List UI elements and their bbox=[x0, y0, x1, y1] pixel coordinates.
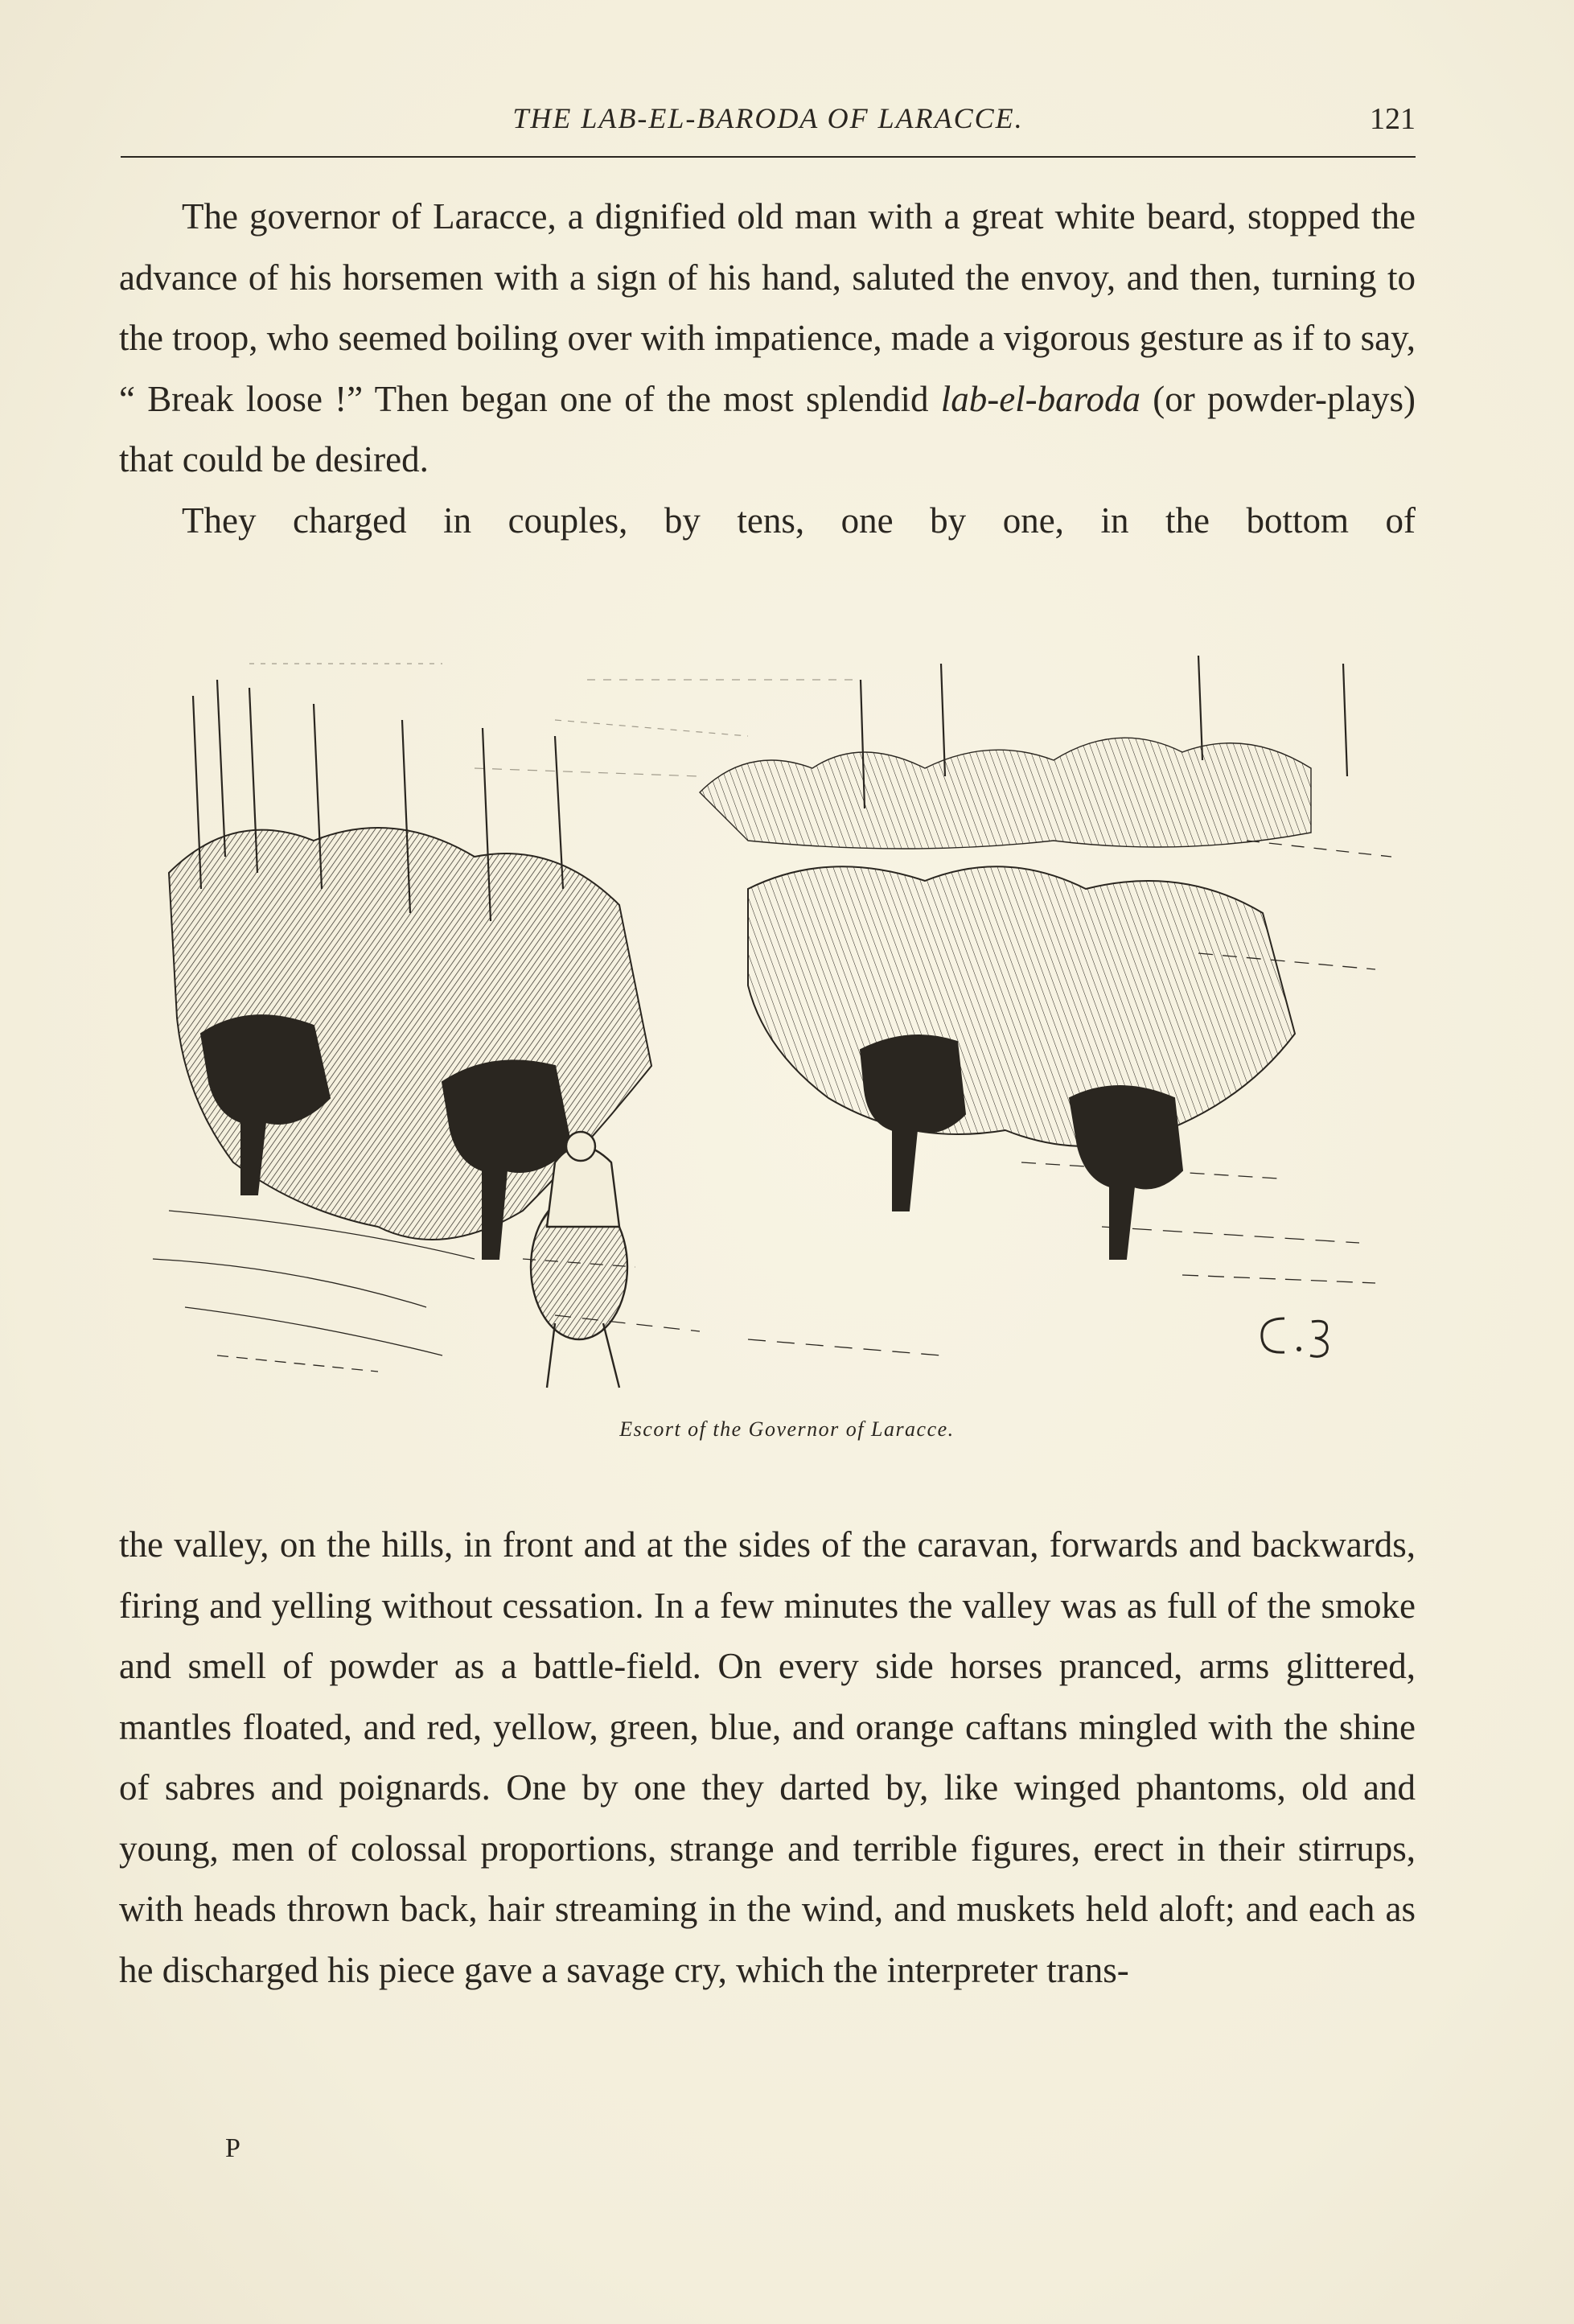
page-number: 121 bbox=[1370, 102, 1416, 136]
artist-signature bbox=[1252, 1307, 1341, 1364]
header-rule bbox=[121, 156, 1416, 158]
paragraph-2-start: They charged in couples, by tens, one by one, in the bottom of bbox=[182, 500, 1416, 541]
italic-term: lab-el-baroda bbox=[940, 378, 1141, 419]
paragraph-1 bbox=[119, 187, 1416, 491]
paragraph-2-continued: the valley, on the hills, in front and at the sides of the caravan, forwards and backwards, firing and yelling without cessation. In a few minutes the valley was as full of the smoke and smell of powder as a battle-field. On every side horses pranced, arms glittered, mantles floated, and red, yellow, green, blue, and orange caftans mingled with the shine of sabres and poignards. One by one they darted by, like winged phantoms, old and young, men of colossal proportions, strange and terrible figures, erect in their stirrups, with heads thrown back, hair streaming in the wind, and muskets held aloft; and each as he discharged his piece gave a savage cry, which the interpreter trans- bbox=[119, 1524, 1416, 1990]
paragraph-1-segment: The governor of Laracce, a dignified old man with a great white beard, stopped the advance of his horsemen with a sign of his hand, saluted the envoy, and then, turning to the troop, who seemed boiling over with impatience, made a vigorous gesture as if to say, “ Break loose !” Then began one of the most splendid bbox=[119, 196, 1416, 419]
figure-caption: Escort of the Governor of Laracce. bbox=[619, 1417, 955, 1441]
illustration-escort bbox=[137, 648, 1391, 1404]
artist-signature-glyph bbox=[1252, 1307, 1341, 1364]
text-block-bottom bbox=[119, 1515, 1416, 2001]
running-title: THE LAB-EL-BARODA OF LARACCE. bbox=[512, 102, 1024, 134]
paragraph-1-segment: (or powder-plays) that could be desired. bbox=[119, 378, 1416, 479]
illustration-engraving bbox=[137, 648, 1391, 1404]
signature-letter: P bbox=[225, 2133, 240, 2163]
text-block-top bbox=[119, 187, 1416, 551]
running-head bbox=[121, 101, 1416, 142]
